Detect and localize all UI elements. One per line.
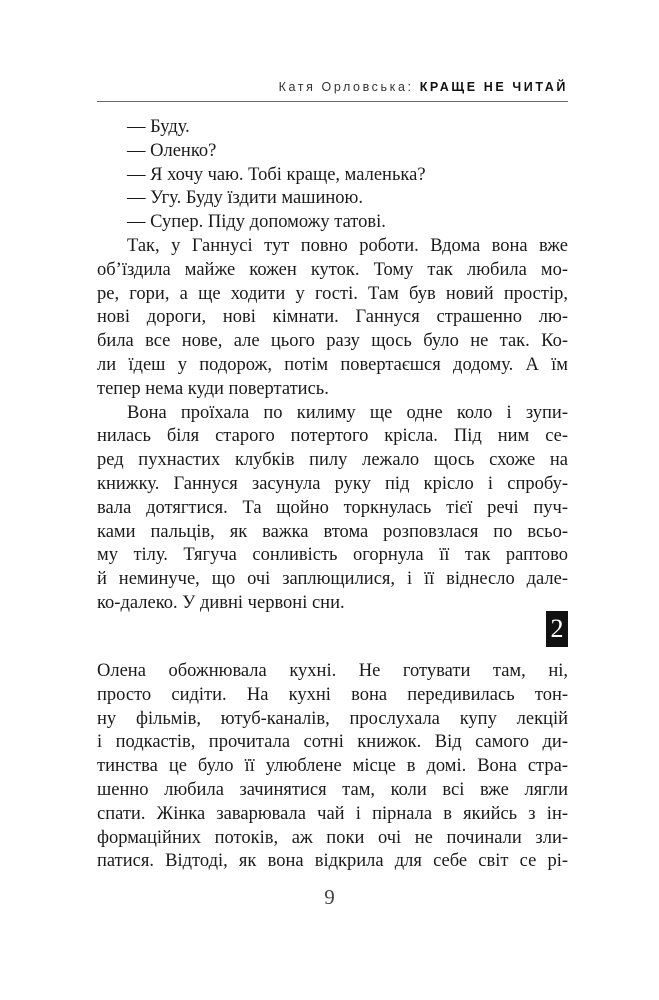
text-line: ну фільмів, ютуб-каналів, прослухала купу лекцій xyxy=(97,708,568,729)
text-line: нові дороги, нові кімнати. Ганнуся страшенно лю- xyxy=(97,307,568,328)
text-line: — Буду. xyxy=(127,117,190,137)
text-line: — Оленко? xyxy=(127,140,217,161)
running-head-title: КРАЩЕ НЕ ЧИТАЙ xyxy=(419,80,568,94)
text-line: Вона проїхала по килиму ще одне коло і зупи- xyxy=(127,402,568,423)
text-line: Так, у Ганнусі тут повно роботи. Вдома вона вже xyxy=(127,235,568,256)
text-line: тинства це було її улюблене місце в домі. Вона стра- xyxy=(97,756,568,777)
text-line: просто сидіти. На кухні вона передивилась тон- xyxy=(97,684,568,705)
text-line: Олена обожнювала кухні. Не готувати там, ні, xyxy=(97,661,568,681)
text-line: нилась біля старого потертого крісла. Під ним се- xyxy=(97,426,568,447)
text-line: вала дотягтися. Та щойно торкнулась тієї речі пуч- xyxy=(97,497,568,518)
text-line: й неминуче, що очі заплющилися, і її віднесло дале- xyxy=(97,569,568,590)
text-line: спати. Жінка заварювала чай і пірнала в якийсь з ін- xyxy=(97,803,568,824)
header-rule xyxy=(97,101,568,102)
text-line: му тілу. Тягуча сонливість огорнула її так раптово xyxy=(97,545,568,566)
text-line: — Я хочу чаю. Тобі краще, маленька? xyxy=(127,164,426,185)
text-line: формаційних потоків, аж поки очі не починали зли- xyxy=(97,827,568,848)
chapter-number-badge: 2 xyxy=(546,611,568,647)
text-line: ре, гори, а ще ходити у гості. Там був новий простір, xyxy=(97,283,568,304)
text-block-1 xyxy=(97,116,568,616)
running-head-author: Катя Орловська: xyxy=(278,80,414,94)
text-line: ли їдеш у подорож, потім повертаєшся додому. А їм xyxy=(97,354,568,375)
running-head xyxy=(279,80,568,94)
text-line: і подкастів, прочитала сотні книжок. Від самого ди- xyxy=(97,732,568,753)
text-line: книжку. Ганнуся засунула руку під крісло і спробу- xyxy=(97,473,568,494)
text-line: ками пальців, як важка втома розповзлася по всьо- xyxy=(97,521,568,542)
text-line: ред пухнастих клубків пилу лежало щось схоже на xyxy=(97,450,568,471)
text-line: била все нове, але цього разу щось було не так. Ко- xyxy=(97,331,568,352)
text-line: — Супер. Піду допоможу татові. xyxy=(127,212,386,233)
text-line: об’їздила майже кожен куток. Тому так любила мо- xyxy=(97,259,568,280)
text-line: патися. Відтоді, як вона відкрила для себе світ се рі- xyxy=(97,851,568,872)
text-line: шенно любила зачинятися там, коли всі вже лягли xyxy=(97,779,568,800)
text-line: ко-далеко. У дивні червоні сни. xyxy=(97,592,345,613)
page-number: 9 xyxy=(324,885,335,909)
text-block-2 xyxy=(97,660,568,874)
text-line: тепер нема куди повертатись. xyxy=(97,378,329,399)
text-line: — Угу. Буду їздити машиною. xyxy=(127,188,363,209)
